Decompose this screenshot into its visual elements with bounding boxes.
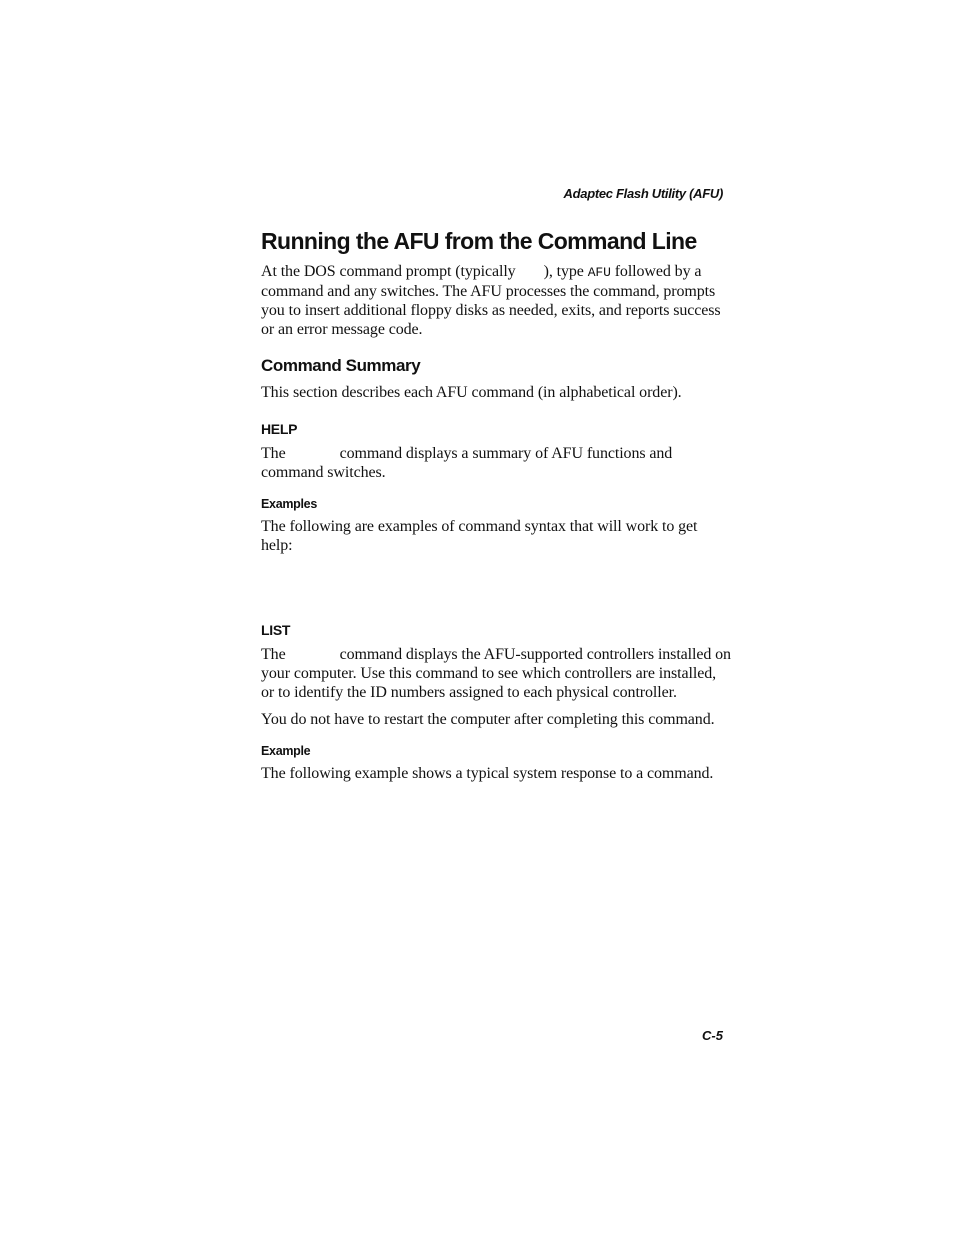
list-example-heading: Example: [261, 744, 311, 758]
help-examples-code-area: [261, 563, 731, 603]
list-note: You do not have to restart the computer after completing this command.: [261, 711, 715, 728]
help-examples-heading: Examples: [261, 497, 317, 511]
intro-text-1: At the DOS command prompt (typically: [261, 263, 516, 280]
list-desc-end: command displays the AFU-supported controllers installed on your computer. Use this command to see which controllers are installed, or to identify the ID numbers assigned to each physical controller.: [261, 646, 731, 701]
help-desc-start: The: [261, 445, 286, 462]
page-number: C-5: [702, 1028, 723, 1043]
help-description: [261, 444, 731, 482]
list-example-text: The following example shows a typical system response to a command.: [261, 765, 714, 782]
intro-text-3: followed by a command and any switches. The AFU processes the command, prompts you to insert additional floppy disks as needed, exits, and reports success or an error message code.: [261, 263, 721, 338]
list-description: [261, 645, 731, 702]
afu-code: AFU: [587, 265, 611, 280]
help-examples-text: The following are examples of command syntax that will work to get help:: [261, 518, 698, 554]
help-heading: HELP: [261, 421, 298, 437]
running-header: Adaptec Flash Utility (AFU): [563, 186, 723, 201]
command-summary-heading: Command Summary: [261, 356, 421, 375]
help-desc-end: command displays a summary of AFU functions and command switches.: [261, 445, 673, 481]
intro-paragraph: [261, 262, 731, 339]
list-heading: LIST: [261, 622, 291, 638]
list-desc-start: The: [261, 646, 286, 663]
section-title: Running the AFU from the Command Line: [261, 228, 697, 254]
intro-text-2: ), type: [543, 263, 584, 280]
command-summary-text: This section describes each AFU command (in alphabetical order).: [261, 384, 682, 401]
page-content: [261, 226, 731, 791]
